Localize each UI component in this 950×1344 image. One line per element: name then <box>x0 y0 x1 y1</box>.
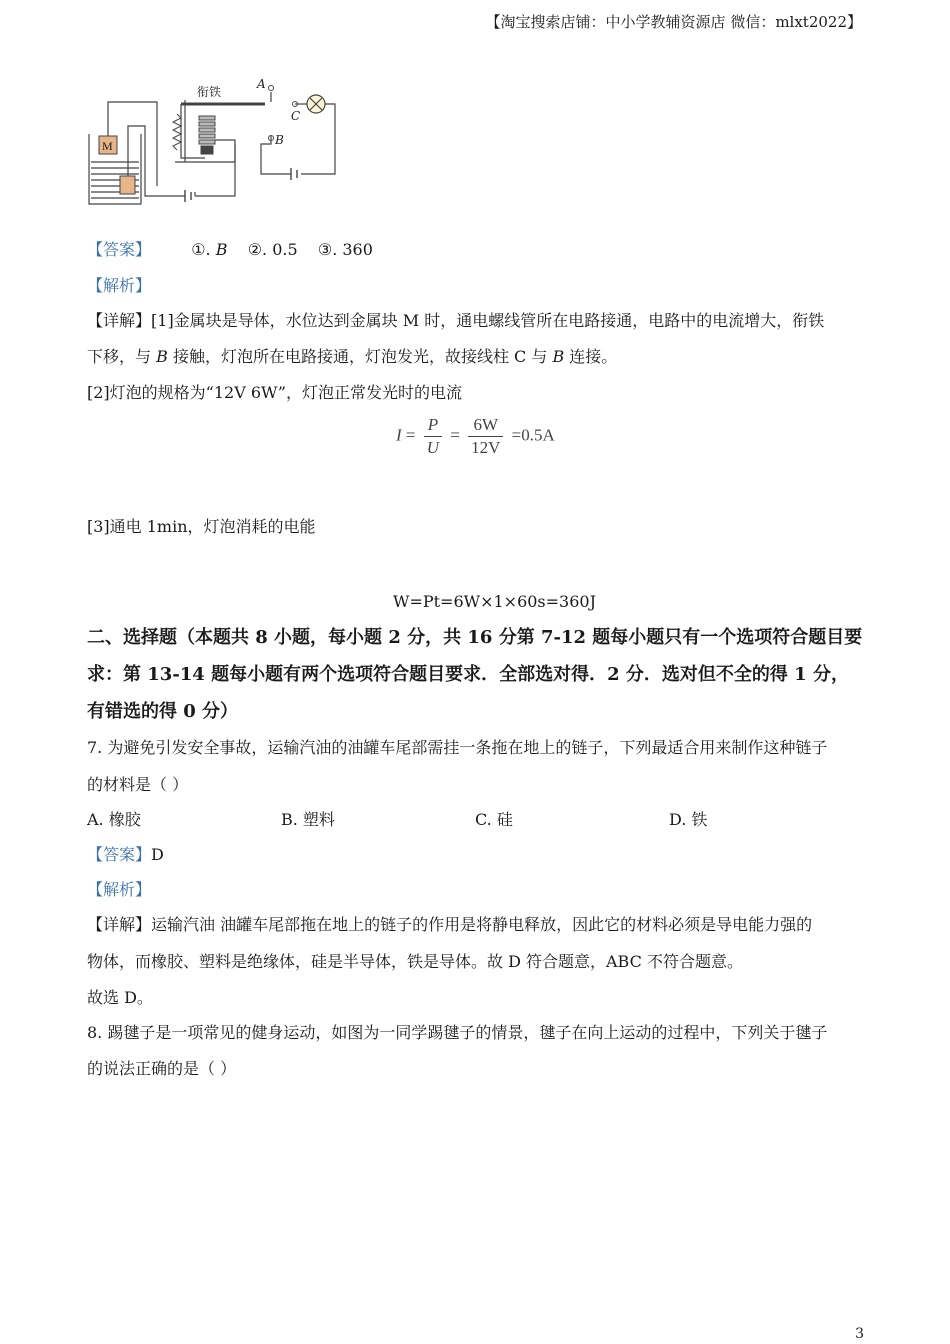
answer-row <box>87 240 373 260</box>
detail-text-2a: 下移，与 <box>87 347 157 366</box>
fraction-1-denominator: U <box>426 438 440 457</box>
answer-1-index: ①. <box>191 240 211 259</box>
q7-option-a: A. 橡胶 <box>87 810 141 829</box>
formula-lhs: I <box>396 425 402 445</box>
label-a: A <box>257 77 266 91</box>
q7-analysis-tag: 【解析】 <box>87 880 152 899</box>
section-heading-line-2: 求：第 13-14 题每小题有两个选项符合题目要求．全部选对得．2 分．选对但不全的得 1 分， <box>87 664 849 685</box>
page-number: 3 <box>855 1326 864 1342</box>
label-m: M <box>102 139 113 153</box>
q7-answer-value: D <box>151 845 164 864</box>
detail-text-1: [1]金属块是导体，水位达到金属块 M 时，通电螺线管所在电路接通，电路中的电流增大，衔铁 <box>151 311 825 330</box>
q7-conclusion: 故选 D。 <box>87 988 153 1007</box>
q7-detail-text-1: 运输汽油 油罐车尾部拖在地上的链子的作用是将静电释放，因此它的材料必须是导电能力强的 <box>151 915 813 934</box>
section-heading-line-1: 二、选择题（本题共 8 小题，每小题 2 分，共 16 分第 7-12 题每小题只有一个选项符合题目要 <box>87 627 863 648</box>
detail-text-2e: 连接。 <box>564 347 618 366</box>
analysis-tag: 【解析】 <box>87 276 152 295</box>
formula-eq-2: = <box>450 425 460 445</box>
q7-stem-line-2: 的材料是（ ） <box>87 775 189 794</box>
q7-answer-row <box>87 845 164 865</box>
fraction-2-denominator: 12V <box>471 438 501 457</box>
answer-2: ②. 0.5 <box>247 240 298 259</box>
detail-text-2c: 接触，灯泡所在电路接通，灯泡发光，故接线柱 C 与 <box>167 347 553 366</box>
detail-text-2b: B <box>156 347 168 366</box>
q7-option-d: D. 铁 <box>669 810 708 829</box>
detail-tag: 【详解】 <box>87 311 152 330</box>
label-armature: 衔铁 <box>197 85 222 99</box>
detail-line-3: [2]灯泡的规格为“12V 6W”，灯泡正常发光时的电流 <box>87 383 462 402</box>
q7-detail-line-2: 物体，而橡胶、塑料是绝缘体，硅是半导体，铁是导体。故 D 符合题意，ABC 不符合题意。 <box>87 952 743 971</box>
section-heading-line-3: 有错选的得 0 分） <box>87 701 239 722</box>
q7-detail-tag: 【详解】 <box>87 915 152 934</box>
answer-tag: 【答案】 <box>87 240 152 259</box>
fraction-2-numerator: 6W <box>468 414 503 437</box>
q7-answer-tag: 【答案】 <box>87 845 152 864</box>
answer-3: ③. 360 <box>317 240 373 259</box>
q7-detail-line-1 <box>87 915 812 935</box>
q7-option-b: B. 塑料 <box>281 810 335 829</box>
spring <box>173 114 181 150</box>
page-header: 【淘宝搜索店铺：中小学教辅资源店 微信：mlxt2022】 <box>485 13 862 31</box>
q8-stem-line-2: 的说法正确的是（ ） <box>87 1059 237 1078</box>
q8-stem-line-1: 8. 踢毽子是一项常见的健身运动，如图为一同学踢毽子的情景，毽子在向上运动的过程中，下列关于毽子 <box>87 1023 828 1042</box>
metal-block-bottom <box>120 176 135 194</box>
answer-1-value: B <box>215 240 228 259</box>
detail-line-2 <box>87 347 617 367</box>
q7-option-c: C. 硅 <box>475 810 513 829</box>
q7-stem-line-1: 7. 为避免引发安全事故，运输汽油的油罐车尾部需挂一条拖在地上的链子，下列最适合用来制作这种链子 <box>87 738 828 757</box>
coil <box>199 116 215 154</box>
battery-icon <box>185 168 297 202</box>
formula-result: =0.5A <box>511 425 555 445</box>
detail-line-4: [3]通电 1min，灯泡消耗的电能 <box>87 517 316 536</box>
current-formula <box>396 414 555 459</box>
label-b: B <box>275 133 284 147</box>
lamp-icon <box>307 95 325 113</box>
formula-eq-1: = <box>405 425 416 445</box>
detail-line-1 <box>87 311 824 331</box>
fraction-p-over-u <box>424 414 442 459</box>
fraction-1-numerator: P <box>424 414 442 437</box>
fraction-6w-over-12v <box>468 414 503 459</box>
detail-text-2d: B <box>552 347 565 366</box>
energy-formula: W=Pt=6W×1×60s=360J <box>393 592 596 611</box>
relay-circuit-diagram <box>85 74 345 214</box>
label-c: C <box>291 109 301 123</box>
